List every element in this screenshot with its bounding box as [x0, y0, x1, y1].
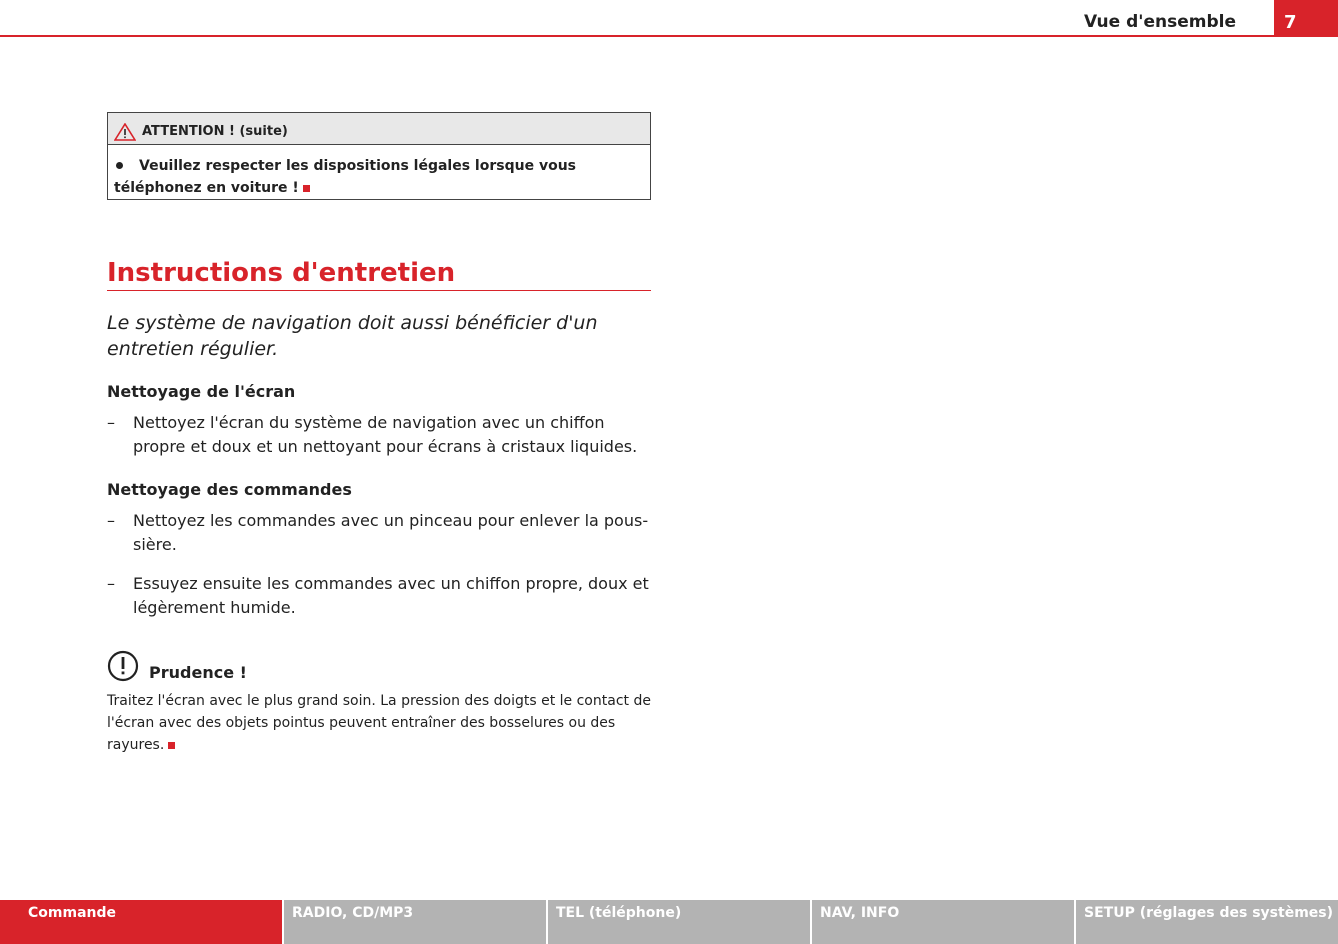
controls-cleaning-heading: Nettoyage des commandes: [107, 480, 352, 499]
caution-header: [107, 650, 247, 682]
warning-text: Veuillez respecter les dispositions légales lorsque vous téléphonez en voiture !: [114, 158, 576, 196]
tab-radio-cd-mp3[interactable]: RADIO, CD/MP3: [284, 900, 548, 944]
dash-marker: –: [107, 511, 115, 530]
caution-text: Traitez l'écran avec le plus grand soin. La pression des doigts et le contact de l'écran avec des objets pointus peuvent entraîner des bosselures ou des rayures.: [107, 693, 651, 753]
warning-triangle-icon: [114, 123, 136, 141]
header-rule: [0, 35, 1338, 37]
header-title: Vue d'ensemble: [1084, 12, 1236, 32]
controls-cleaning-text-2: Essuyez ensuite les commandes avec un chiffon propre, doux et légèrement humide.: [133, 574, 649, 617]
screen-cleaning-text: Nettoyez l'écran du système de navigation avec un chiffon propre et doux et un nettoyant pour écrans à cristaux liquides.: [133, 413, 638, 456]
controls-cleaning-item-1: [107, 509, 657, 557]
end-marker-icon: [168, 742, 175, 749]
controls-cleaning-text-1: Nettoyez les commandes avec un pinceau pour enlever la pous-sière.: [133, 511, 649, 554]
caution-title: Prudence !: [149, 663, 247, 682]
controls-cleaning-item-2: [107, 572, 657, 620]
section-intro: Le système de navigation doit aussi bénéficier d'un entretien régulier.: [107, 312, 598, 360]
tab-telephone[interactable]: TEL (téléphone): [548, 900, 812, 944]
warning-header: [108, 113, 650, 145]
dash-marker: –: [107, 574, 115, 593]
end-marker-icon: [303, 185, 310, 192]
warning-box: [107, 112, 651, 200]
screen-cleaning-heading: Nettoyage de l'écran: [107, 382, 296, 401]
tab-setup[interactable]: SETUP (réglages des systèmes): [1076, 900, 1338, 944]
bullet-icon: [116, 162, 123, 169]
tab-nav-info[interactable]: NAV, INFO: [812, 900, 1076, 944]
dash-marker: –: [107, 413, 115, 432]
warning-title: ATTENTION ! (suite): [142, 124, 288, 139]
caution-exclamation-icon: [107, 650, 139, 682]
screen-cleaning-item: [107, 411, 657, 459]
warning-body: [108, 145, 650, 199]
page-number: 7: [1274, 0, 1338, 36]
caution-text-block: [107, 690, 657, 756]
section-title: Instructions d'entretien: [107, 258, 651, 291]
footer-nav: [0, 900, 1338, 944]
tab-commande[interactable]: Commande: [0, 900, 284, 944]
